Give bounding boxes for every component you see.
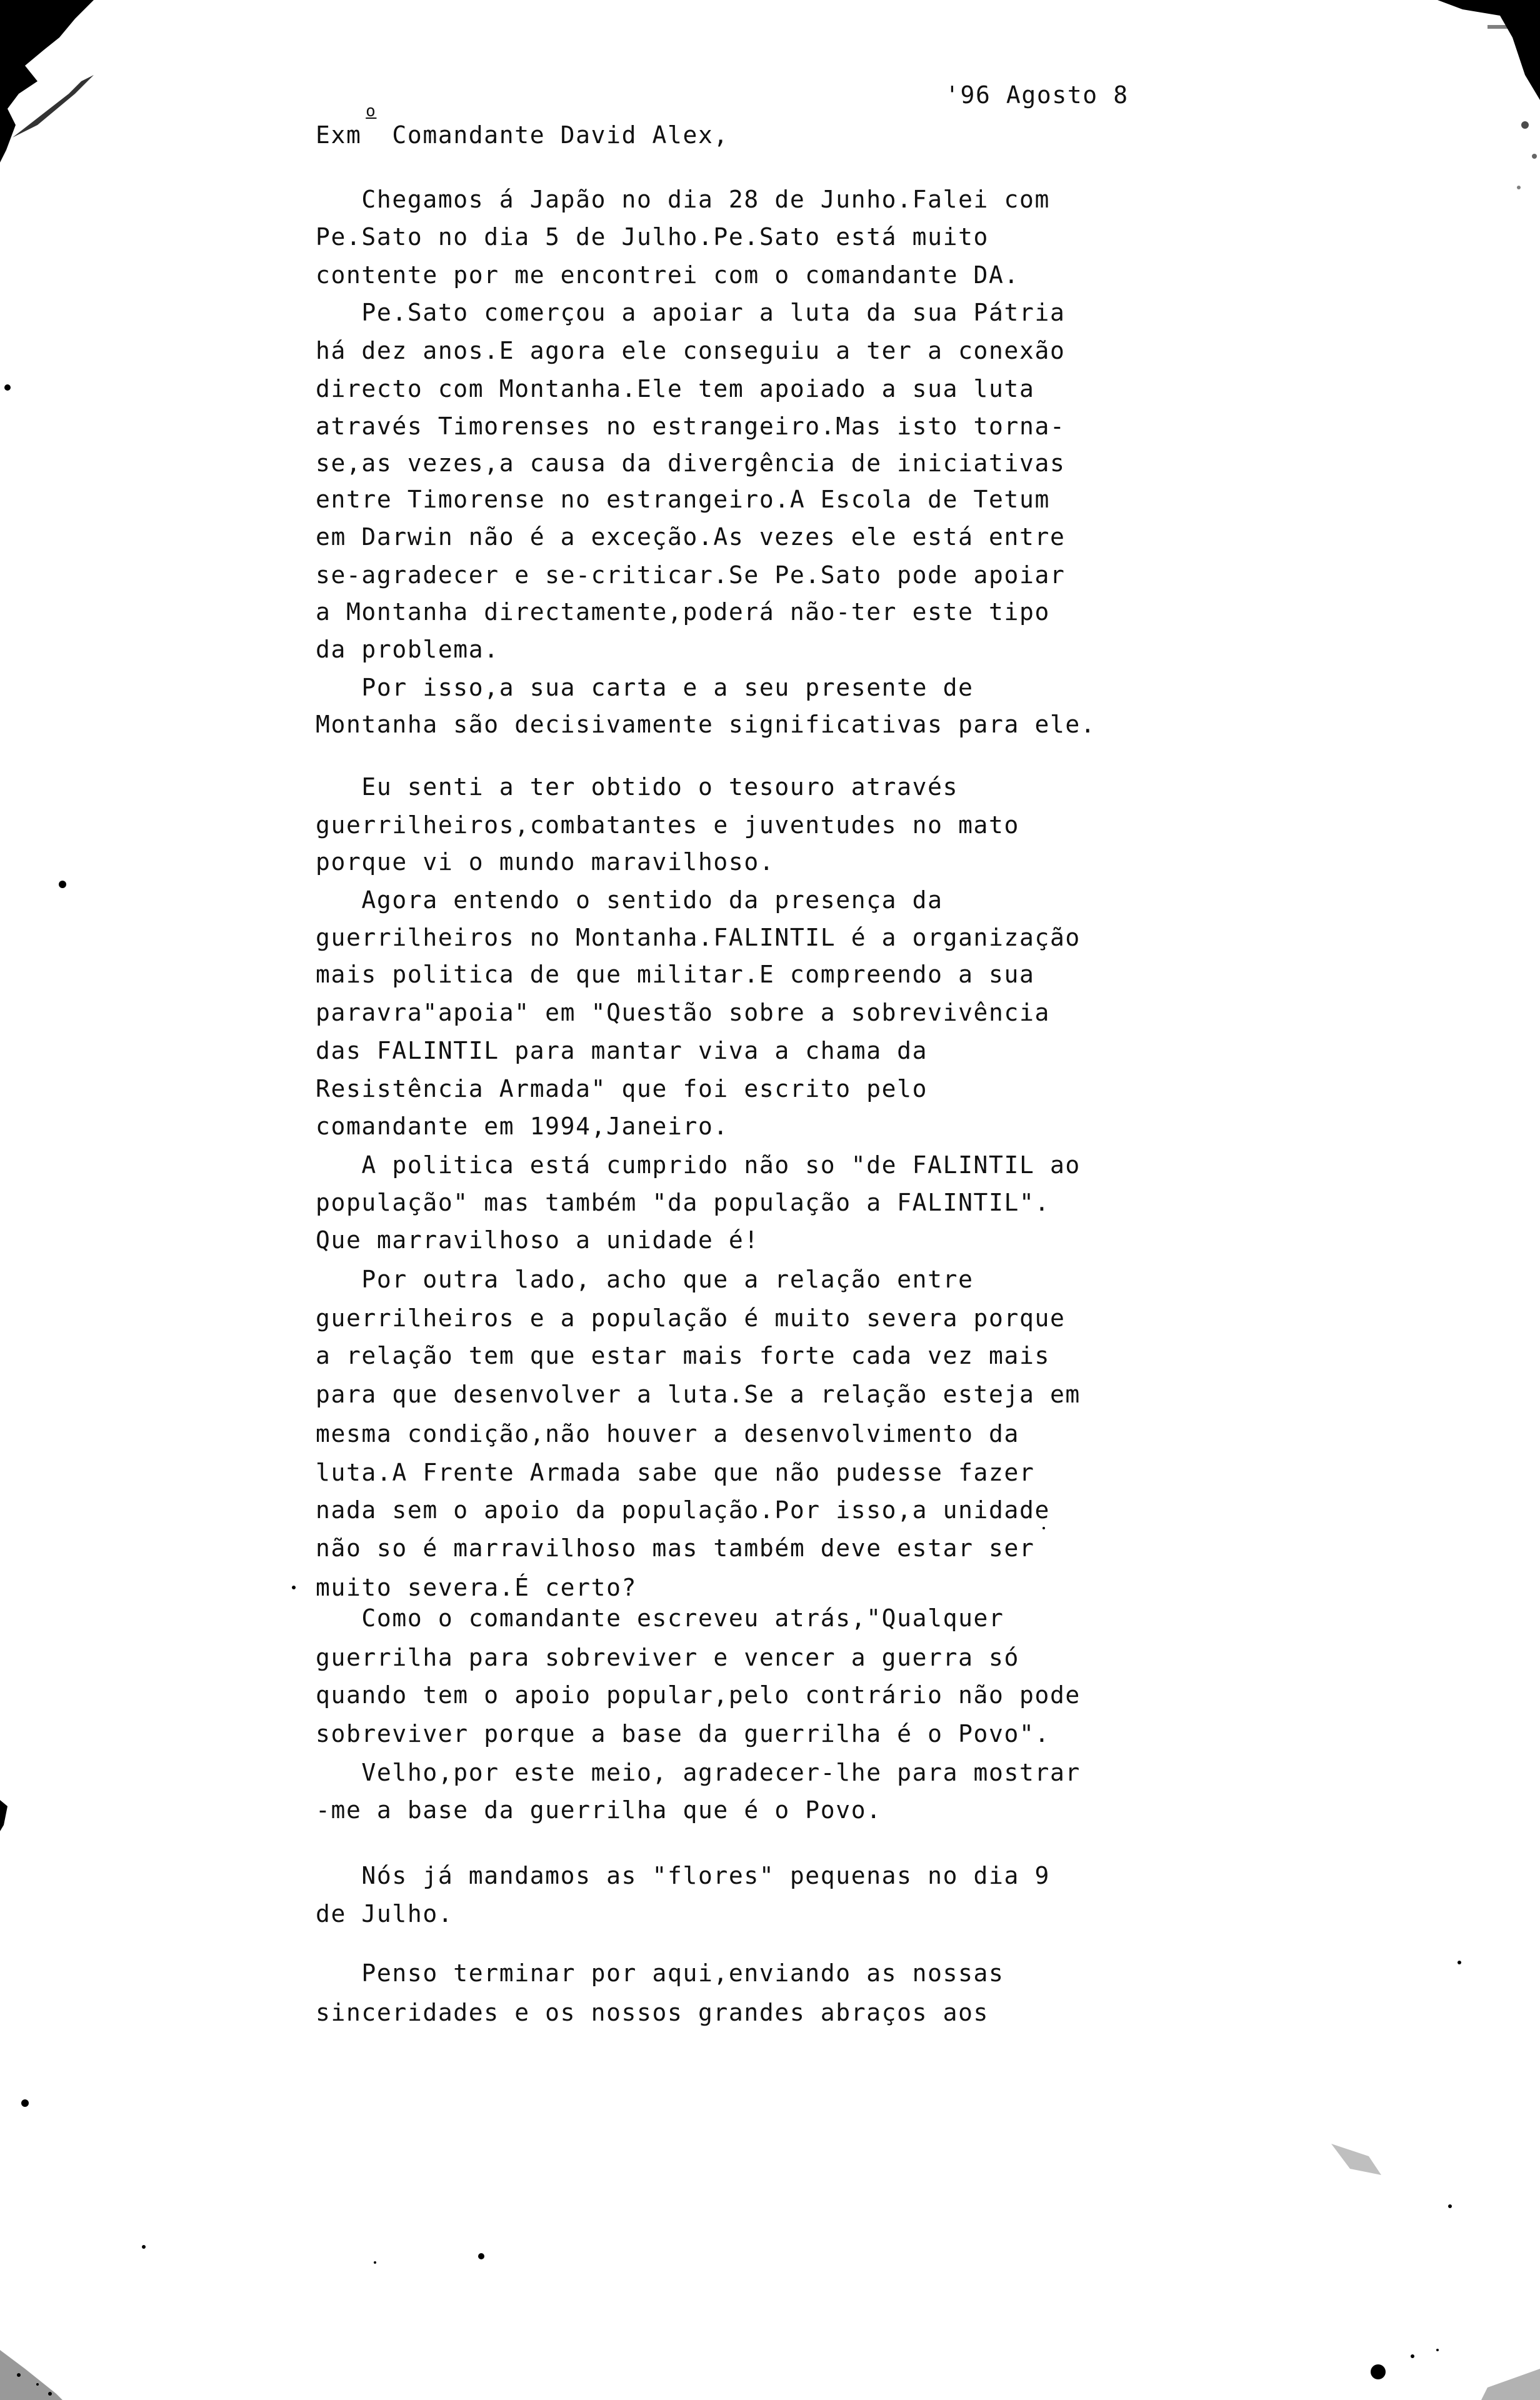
letter-line-21: mais politica de que militar.E compreendo a sua	[316, 961, 1035, 988]
letter-line-13: da problema.	[316, 636, 499, 663]
letter-line-24: Resistência Armada" que foi escrito pelo	[316, 1075, 928, 1102]
letter-line-3: contente por me encontrei com o comandante DA.	[316, 261, 1019, 289]
letter-line-15: Montanha são decisivamente significativas para ele.	[316, 711, 1096, 738]
letter-line-35: nada sem o apoio da população.Por isso,a unidade	[316, 1496, 1050, 1524]
letter-line-43: -me a base da guerrilha que é o Povo.	[316, 1796, 882, 1824]
letter-line-34: luta.A Frente Armada sabe que não pudesse fazer	[316, 1459, 1035, 1486]
letter-line-41: sobreviver porque a base da guerrilha é o Povo".	[316, 1720, 1050, 1748]
letter-line-1: Chegamos á Japão no dia 28 de Junho.Falei com	[316, 186, 1050, 213]
letter-line-20: guerrilheiros no Montanha.FALINTIL é a organização	[316, 924, 1081, 951]
letter-line-38: Como o comandante escreveu atrás,"Qualquer	[316, 1604, 1004, 1632]
letter-line-17: guerrilheiros,combatantes e juventudes no mato	[316, 811, 1019, 839]
letter-line-27: população" mas também "da população a FALINTIL".	[316, 1189, 1050, 1216]
letter-salutation	[316, 102, 729, 149]
letter-line-19: Agora entendo o sentido da presença da	[316, 886, 943, 914]
letter-line-37: muito severa.É certo?	[316, 1574, 638, 1601]
letter-line-31: a relação tem que estar mais forte cada vez mais	[316, 1342, 1050, 1369]
letter-line-46: Penso terminar por aqui,enviando as nossas	[316, 1959, 1004, 1987]
letter-line-23: das FALINTIL para mantar viva a chama da	[316, 1037, 928, 1064]
salutation-abbreviation: Exm o	[316, 102, 377, 149]
letter-line-7: através Timorenses no estrangeiro.Mas isto torna-	[316, 412, 1066, 440]
scan-dot-left-2	[59, 881, 66, 888]
letter-line-22: paravra"apoia" em "Questão sobre a sobrevivência	[316, 999, 1050, 1026]
letter-line-11: se-agradecer e se-criticar.Se Pe.Sato pode apoiar	[316, 561, 1066, 589]
letter-line-40: quando tem o apoio popular,pelo contrário não pode	[316, 1681, 1081, 1709]
letter-line-39: guerrilha para sobreviver e vencer a guerra só	[316, 1644, 1019, 1671]
letter-line-45: de Julho.	[316, 1900, 454, 1928]
letter-line-30: guerrilheiros e a população é muito severa porque	[316, 1304, 1066, 1332]
salutation-superscript: o	[366, 102, 377, 121]
letter-line-28: Que marravilhoso a unidade é!	[316, 1226, 759, 1254]
scan-dot-left-1	[4, 384, 11, 391]
letter-line-25: comandante em 1994,Janeiro.	[316, 1112, 729, 1140]
scan-blotch-top-left	[0, 0, 94, 119]
scan-edge-right-top	[1488, 25, 1525, 29]
letter-line-6: directo com Montanha.Ele tem apoiado a sua luta	[316, 375, 1035, 402]
letter-line-2: Pe.Sato no dia 5 de Julho.Pe.Sato está muito	[316, 223, 989, 251]
scan-scatter-bottom-left	[0, 2350, 62, 2400]
letter-line-44: Nós já mandamos as "flores" pequenas no dia 9	[316, 1862, 1050, 1889]
letter-line-14: Por isso,a sua carta e a seu presente de	[316, 674, 974, 701]
scan-mark-left-edge	[0, 1800, 8, 1831]
letter-line-4: Pe.Sato comerçou a apoiar a luta da sua Pátria	[316, 299, 1066, 326]
salutation-recipient: Comandante David Alex,	[392, 121, 729, 149]
letter-line-8: se,as vezes,a causa da divergência de iniciativas	[316, 449, 1066, 477]
letter-line-29: Por outra lado, acho que a relação entre	[316, 1266, 974, 1293]
scan-streak-top-left	[12, 75, 94, 138]
letter-date: '96 Agosto 8	[945, 81, 1129, 109]
letter-line-18: porque vi o mundo maravilhoso.	[316, 848, 775, 876]
scan-blotch-top-left-2	[0, 94, 16, 162]
letter-line-47: sinceridades e os nossos grandes abraços aos	[316, 1999, 989, 2026]
letter-line-42: Velho,por este meio, agradecer-lhe para mostrar	[316, 1759, 1081, 1786]
scan-noise-right-mid	[1331, 2144, 1381, 2175]
scan-dot-left-3	[21, 2099, 29, 2107]
letter-line-9: entre Timorense no estrangeiro.A Escola de Tetum	[316, 486, 1050, 513]
letter-line-5: há dez anos.E agora ele conseguiu a ter a conexão	[316, 337, 1066, 364]
letter-line-32: para que desenvolver a luta.Se a relação esteja em	[316, 1381, 1081, 1408]
letter-line-33: mesma condição,não houver a desenvolvimento da	[316, 1420, 1019, 1448]
letter-line-26: A politica está cumprido não so "de FALINTIL ao	[316, 1151, 1081, 1179]
letter-line-12: a Montanha directamente,poderá não-ter este tipo	[316, 598, 1050, 626]
scan-blotch-top-right	[1438, 0, 1540, 100]
letter-line-10: em Darwin não é a exceção.As vezes ele está entre	[316, 523, 1066, 551]
letter-line-16: Eu senti a ter obtido o tesouro através	[316, 773, 959, 801]
letter-line-36: não so é marravilhoso mas também deve estar ser	[316, 1534, 1035, 1562]
